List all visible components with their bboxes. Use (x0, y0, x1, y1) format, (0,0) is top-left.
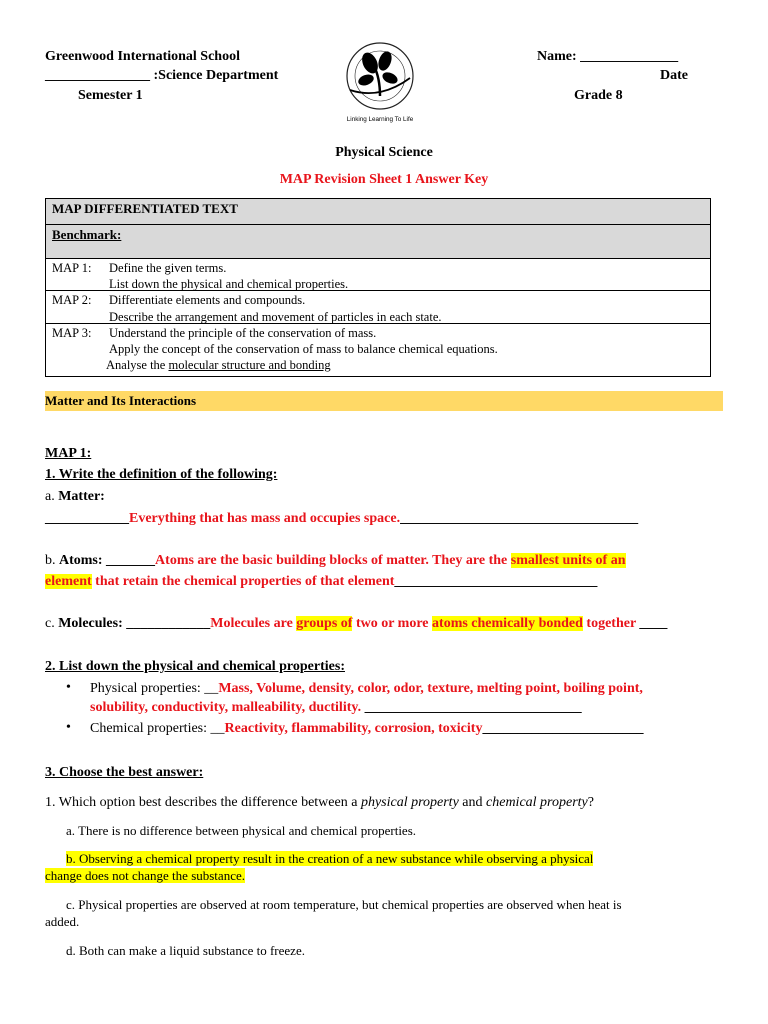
bullet-icon: • (66, 720, 71, 735)
grade-label: Grade 8 (574, 88, 623, 103)
logo-motto: Linking Learning To Life (346, 116, 414, 123)
answer-matter (45, 510, 638, 527)
section-title: Matter and Its Interactions (45, 393, 197, 408)
item-prefix: a. (45, 489, 59, 504)
answer-text: Everything that has mass and occupies space. (129, 511, 401, 526)
option-c: c. Physical properties are observed at room temperature, but chemical properties are observed when heat is (66, 897, 622, 912)
subject-title: Physical Science (335, 145, 433, 160)
answer-text: two or more (352, 616, 433, 631)
leaf-logo-icon (330, 38, 430, 124)
answer-text: Reactivity, flammability, corrosion, toxicity (224, 721, 483, 736)
answer-text: together (582, 616, 636, 631)
benchmark-row (46, 225, 710, 259)
term-matter (45, 488, 105, 505)
school-logo (330, 38, 430, 124)
benchmark-label: Benchmark: (52, 227, 122, 242)
physical-properties-cont (90, 699, 582, 716)
map3-label: MAP 3: (52, 326, 92, 340)
map3-line (106, 357, 704, 373)
map1-heading: MAP 1: (45, 446, 92, 461)
answer-highlight: smallest units of an (510, 553, 626, 568)
answer-highlight: element (45, 574, 92, 589)
term-label: Matter: (58, 489, 105, 504)
blank-line: _______________________ (482, 721, 644, 736)
question-italic: chemical property (486, 795, 588, 810)
department: _______________ :Science Department (45, 68, 279, 83)
answer-text: Molecules are (210, 616, 297, 631)
question-text: 1. Which option best describes the difference between a (45, 795, 361, 810)
option-b-line: b. Observing a chemical property result in the creation of a new substance while observing a physical (66, 851, 594, 866)
answer-text: Atoms are the basic building blocks of matter. They are the (155, 553, 511, 568)
physical-properties (90, 680, 643, 697)
property-label: Chemical properties: __ (90, 721, 225, 736)
semester: Semester 1 (78, 88, 143, 103)
bullet-icon: • (66, 680, 71, 695)
date-field-label: Date (660, 68, 688, 83)
item-prefix: c. (45, 616, 59, 631)
map2-line: Describe the arrangement and movement of particles in each state. (109, 310, 442, 324)
answer-highlight: atoms chemically bonded (432, 616, 583, 631)
term-label: Molecules: (58, 616, 123, 631)
blank-line: ____________ (122, 616, 211, 631)
term-label: Atoms: (59, 553, 103, 568)
term-molecules (45, 615, 667, 632)
map1-line: Define the given terms. (109, 261, 227, 275)
map3-line: Apply the concept of the conservation of mass to balance chemical equations. (109, 342, 498, 356)
question-text: and (458, 795, 487, 810)
map3-line3-prefix: Analyse the (106, 358, 169, 372)
chemical-properties (90, 720, 643, 737)
option-b-cont (45, 868, 245, 884)
blank-line: __________________________________ (400, 511, 639, 526)
map1-label: MAP 1: (52, 261, 92, 275)
map1-line: List down the physical and chemical properties. (109, 277, 349, 291)
q1-title: 1. Write the definition of the following: (45, 467, 278, 482)
map1-row (46, 259, 710, 291)
question-1 (45, 794, 594, 811)
map3-line3-underlined: molecular structure and bonding (168, 358, 331, 372)
blank-line: _______________________________ (361, 700, 582, 715)
map-table (45, 198, 711, 377)
term-atoms (45, 552, 626, 569)
property-label: Physical properties: __ (90, 681, 219, 696)
question-italic: physical property (360, 795, 459, 810)
option-d: d. Both can make a liquid substance to freeze. (66, 943, 305, 958)
q3-title: 3. Choose the best answer: (45, 765, 204, 780)
option-c-cont: added. (45, 914, 80, 929)
question-text: ? (587, 795, 594, 810)
map2-row (46, 291, 710, 324)
map2-line: Differentiate elements and compounds. (109, 293, 306, 307)
answer-text: solubility, conductivity, malleability, ductility. (90, 700, 362, 715)
item-prefix: b. (45, 553, 59, 568)
option-a: a. There is no difference between physical and chemical properties. (66, 823, 417, 838)
blank-line: ____ (635, 616, 668, 631)
map-table-heading: MAP DIFFERENTIATED TEXT (46, 199, 710, 225)
answer-text: that retain the chemical properties of that element (91, 574, 395, 589)
school-name: Greenwood International School (45, 49, 240, 64)
answer-highlight: groups of (296, 616, 353, 631)
map2-label: MAP 2: (52, 293, 92, 307)
q2-title: 2. List down the physical and chemical properties: (45, 659, 345, 674)
answer-atoms-cont (45, 573, 597, 590)
option-b-line: change does not change the substance. (45, 868, 245, 883)
answer-text: Mass, Volume, density, color, odor, texture, melting point, boiling point, (218, 681, 643, 696)
name-field-label: Name: ______________ (537, 49, 679, 64)
blank-line: ____________ (45, 511, 129, 526)
blank-line: _______ (102, 553, 156, 568)
option-b (66, 851, 593, 867)
map3-row (46, 324, 710, 376)
section-bar (45, 391, 723, 411)
blank-line: _____________________________ (394, 574, 598, 589)
map3-line: Understand the principle of the conservation of mass. (109, 326, 377, 340)
document-title: MAP Revision Sheet 1 Answer Key (279, 172, 489, 187)
